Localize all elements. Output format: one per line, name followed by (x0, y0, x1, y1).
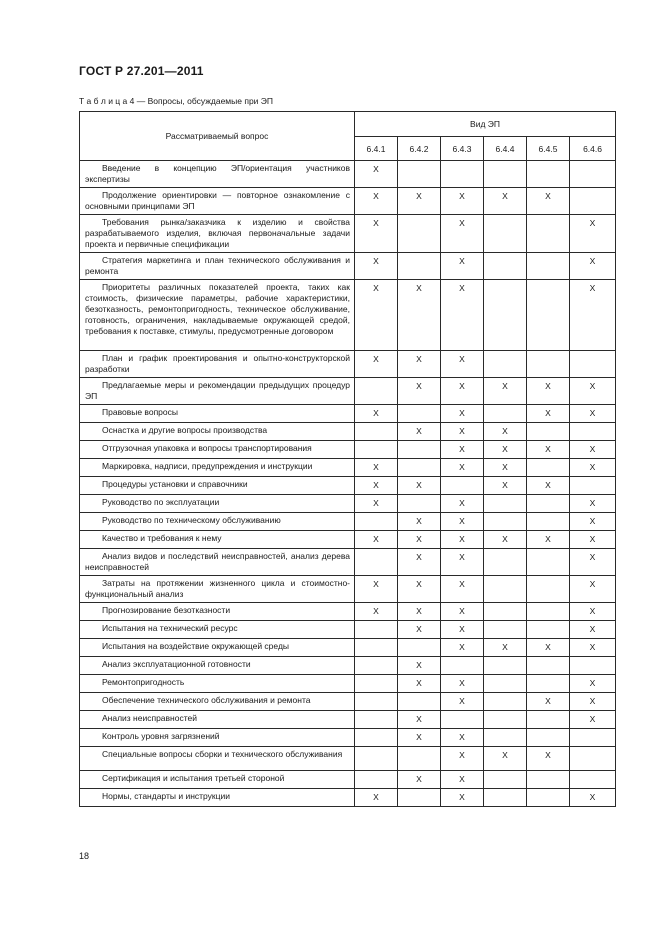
table-body (80, 161, 616, 807)
mark-cell (355, 729, 398, 747)
mark-cell (484, 495, 527, 513)
mark-cell: X (484, 459, 527, 477)
mark-cell: X (398, 729, 441, 747)
mark-cell (398, 161, 441, 188)
mark-cell: X (398, 188, 441, 215)
mark-cell: X (355, 603, 398, 621)
mark-cell: X (398, 477, 441, 495)
review-type-header: Вид ЭП (355, 112, 616, 137)
question-cell (80, 405, 355, 423)
mark-cell: X (570, 459, 616, 477)
mark-cell (570, 477, 616, 495)
question-cell (80, 549, 355, 576)
mark-cell: X (441, 693, 484, 711)
mark-cell: X (484, 747, 527, 771)
question-text: Правовые вопросы (102, 407, 178, 417)
mark-cell: X (441, 459, 484, 477)
mark-cell: X (441, 280, 484, 351)
mark-cell (398, 495, 441, 513)
table-row (80, 693, 616, 711)
question-text: Руководство по эксплуатации (102, 497, 220, 507)
mark-cell: X (484, 477, 527, 495)
mark-cell (570, 771, 616, 789)
table-row (80, 729, 616, 747)
mark-cell (484, 771, 527, 789)
mark-cell (527, 675, 570, 693)
question-cell (80, 531, 355, 549)
mark-cell: X (355, 253, 398, 280)
question-cell (80, 675, 355, 693)
mark-cell (570, 351, 616, 378)
mark-cell: X (484, 531, 527, 549)
mark-cell (527, 771, 570, 789)
question-text: Качество и требования к нему (102, 533, 222, 543)
mark-cell (570, 188, 616, 215)
table-row (80, 531, 616, 549)
table-row (80, 253, 616, 280)
question-text: Анализ видов и последствий неисправностей, анализ дерева неисправностей (85, 551, 350, 572)
table-row (80, 441, 616, 459)
question-cell (80, 621, 355, 639)
mark-cell: X (570, 675, 616, 693)
mark-cell: X (570, 576, 616, 603)
question-cell (80, 657, 355, 675)
table-row (80, 477, 616, 495)
mark-cell: X (355, 576, 398, 603)
mark-cell: X (570, 603, 616, 621)
question-text: Обеспечение технического обслуживания и ремонта (102, 695, 311, 705)
mark-cell (398, 441, 441, 459)
mark-cell (484, 603, 527, 621)
column-header-6-4-3: 6.4.3 (441, 137, 484, 161)
page-number: 18 (79, 851, 90, 861)
table-row (80, 675, 616, 693)
mark-cell (441, 161, 484, 188)
question-text: Предлагаемые меры и рекомендации предыдущих процедур ЭП (85, 380, 350, 401)
mark-cell: X (398, 351, 441, 378)
questions-table (79, 111, 616, 807)
mark-cell (527, 603, 570, 621)
table-row (80, 621, 616, 639)
mark-cell: X (441, 188, 484, 215)
mark-cell (527, 280, 570, 351)
mark-cell (484, 161, 527, 188)
mark-cell (484, 280, 527, 351)
table-row (80, 280, 616, 351)
mark-cell (355, 771, 398, 789)
mark-cell: X (527, 378, 570, 405)
mark-cell: X (527, 188, 570, 215)
table-row (80, 215, 616, 253)
mark-cell: X (398, 513, 441, 531)
table-row (80, 549, 616, 576)
mark-cell (355, 711, 398, 729)
mark-cell: X (398, 621, 441, 639)
mark-cell: X (441, 405, 484, 423)
question-cell (80, 477, 355, 495)
mark-cell (355, 513, 398, 531)
table-row (80, 161, 616, 188)
mark-cell: X (398, 531, 441, 549)
mark-cell: X (355, 495, 398, 513)
mark-cell: X (441, 621, 484, 639)
question-cell (80, 711, 355, 729)
mark-cell (484, 621, 527, 639)
mark-cell: X (355, 459, 398, 477)
mark-cell: X (398, 423, 441, 441)
mark-cell (398, 747, 441, 771)
question-text: План и график проектирования и опытно-конструкторской разработки (85, 353, 350, 374)
mark-cell (355, 441, 398, 459)
table-row (80, 639, 616, 657)
mark-cell (441, 711, 484, 729)
mark-cell: X (398, 378, 441, 405)
mark-cell (570, 423, 616, 441)
mark-cell: X (398, 771, 441, 789)
mark-cell: X (570, 513, 616, 531)
column-header-6-4-1: 6.4.1 (355, 137, 398, 161)
mark-cell: X (441, 513, 484, 531)
mark-cell (355, 693, 398, 711)
question-text: Процедуры установки и справочники (102, 479, 248, 489)
question-text: Маркировка, надписи, предупреждения и инструкции (102, 461, 313, 471)
table-row (80, 513, 616, 531)
question-cell (80, 161, 355, 188)
mark-cell: X (570, 549, 616, 576)
mark-cell: X (441, 423, 484, 441)
mark-cell (355, 549, 398, 576)
mark-cell (441, 477, 484, 495)
question-cell (80, 495, 355, 513)
mark-cell: X (441, 351, 484, 378)
mark-cell: X (441, 771, 484, 789)
mark-cell: X (441, 549, 484, 576)
question-column-header: Рассматриваемый вопрос (80, 112, 355, 161)
table-row (80, 495, 616, 513)
mark-cell: X (441, 729, 484, 747)
mark-cell: X (570, 280, 616, 351)
mark-cell: X (527, 693, 570, 711)
mark-cell: X (441, 441, 484, 459)
question-cell (80, 459, 355, 477)
mark-cell (484, 351, 527, 378)
mark-cell: X (570, 215, 616, 253)
question-text: Руководство по техническому обслуживанию (102, 515, 281, 525)
mark-cell: X (570, 789, 616, 807)
mark-cell: X (484, 639, 527, 657)
mark-cell (398, 789, 441, 807)
question-cell (80, 253, 355, 280)
mark-cell: X (355, 351, 398, 378)
question-text: Отгрузочная упаковка и вопросы транспортирования (102, 443, 312, 453)
question-cell (80, 423, 355, 441)
mark-cell (355, 747, 398, 771)
mark-cell: X (441, 576, 484, 603)
table-row (80, 405, 616, 423)
table-row (80, 188, 616, 215)
question-cell (80, 378, 355, 405)
mark-cell (398, 639, 441, 657)
table-row (80, 789, 616, 807)
mark-cell (484, 657, 527, 675)
mark-cell (355, 657, 398, 675)
mark-cell (484, 513, 527, 531)
table-row (80, 351, 616, 378)
mark-cell (484, 405, 527, 423)
question-text: Затраты на протяжении жизненного цикла и стоимостно-функциональный анализ (85, 578, 350, 599)
mark-cell: X (355, 405, 398, 423)
column-header-6-4-2: 6.4.2 (398, 137, 441, 161)
mark-cell: X (570, 531, 616, 549)
mark-cell: X (527, 531, 570, 549)
question-text: Ремонтопригодность (102, 677, 185, 687)
question-text: Анализ неисправностей (102, 713, 197, 723)
mark-cell (484, 675, 527, 693)
question-text: Продолжение ориентировки — повторное ознакомление с основными принципами ЭП (85, 190, 350, 211)
mark-cell (527, 549, 570, 576)
mark-cell: X (398, 576, 441, 603)
question-cell (80, 729, 355, 747)
mark-cell (484, 693, 527, 711)
mark-cell (570, 747, 616, 771)
mark-cell: X (570, 621, 616, 639)
question-cell (80, 693, 355, 711)
mark-cell (527, 253, 570, 280)
mark-cell (527, 423, 570, 441)
question-cell (80, 747, 355, 771)
column-header-6-4-4: 6.4.4 (484, 137, 527, 161)
mark-cell (527, 161, 570, 188)
question-cell (80, 771, 355, 789)
table-row (80, 378, 616, 405)
mark-cell: X (355, 789, 398, 807)
table-row (80, 576, 616, 603)
question-text: Нормы, стандарты и инструкции (102, 791, 230, 801)
question-text: Анализ эксплуатационной готовности (102, 659, 251, 669)
mark-cell (570, 161, 616, 188)
mark-cell: X (484, 423, 527, 441)
mark-cell: X (355, 188, 398, 215)
mark-cell (527, 729, 570, 747)
mark-cell: X (441, 603, 484, 621)
question-cell (80, 513, 355, 531)
question-text: Специальные вопросы сборки и технического обслуживания (102, 749, 343, 759)
mark-cell (570, 729, 616, 747)
table-row (80, 423, 616, 441)
mark-cell (355, 675, 398, 693)
mark-cell: X (398, 675, 441, 693)
mark-cell: X (527, 639, 570, 657)
mark-cell: X (441, 747, 484, 771)
mark-cell (527, 215, 570, 253)
mark-cell: X (527, 441, 570, 459)
mark-cell (527, 789, 570, 807)
mark-cell (484, 789, 527, 807)
mark-cell: X (398, 657, 441, 675)
mark-cell (398, 253, 441, 280)
mark-cell: X (355, 531, 398, 549)
mark-cell: X (570, 495, 616, 513)
mark-cell: X (355, 477, 398, 495)
mark-cell (527, 621, 570, 639)
mark-cell: X (355, 215, 398, 253)
mark-cell (527, 513, 570, 531)
question-cell (80, 215, 355, 253)
question-text: Сертификация и испытания третьей стороной (102, 773, 285, 783)
table-row (80, 711, 616, 729)
mark-cell (355, 621, 398, 639)
question-cell (80, 639, 355, 657)
question-cell (80, 188, 355, 215)
question-cell (80, 441, 355, 459)
mark-cell: X (570, 441, 616, 459)
table-row (80, 603, 616, 621)
mark-cell (484, 711, 527, 729)
mark-cell (527, 459, 570, 477)
mark-cell: X (441, 639, 484, 657)
mark-cell (398, 459, 441, 477)
mark-cell: X (570, 378, 616, 405)
question-cell (80, 789, 355, 807)
mark-cell: X (441, 675, 484, 693)
mark-cell (398, 405, 441, 423)
question-cell (80, 603, 355, 621)
mark-cell (527, 711, 570, 729)
column-header-6-4-5: 6.4.5 (527, 137, 570, 161)
mark-cell (398, 215, 441, 253)
mark-cell: X (398, 603, 441, 621)
question-cell (80, 280, 355, 351)
mark-cell (355, 639, 398, 657)
question-text: Контроль уровня загрязнений (102, 731, 220, 741)
column-header-6-4-6: 6.4.6 (570, 137, 616, 161)
mark-cell: X (441, 253, 484, 280)
question-text: Стратегия маркетинга и план технического обслуживания и ремонта (85, 255, 350, 276)
mark-cell (484, 549, 527, 576)
mark-cell: X (441, 215, 484, 253)
mark-cell: X (570, 405, 616, 423)
table-caption: Т а б л и ц а 4 — Вопросы, обсуждаемые при ЭП (79, 96, 274, 106)
mark-cell (527, 495, 570, 513)
mark-cell (527, 576, 570, 603)
mark-cell (570, 657, 616, 675)
mark-cell: X (484, 441, 527, 459)
mark-cell: X (398, 549, 441, 576)
mark-cell: X (441, 378, 484, 405)
table-row (80, 771, 616, 789)
mark-cell: X (570, 711, 616, 729)
mark-cell: X (355, 161, 398, 188)
mark-cell (484, 215, 527, 253)
question-cell (80, 351, 355, 378)
mark-cell (527, 351, 570, 378)
mark-cell (355, 423, 398, 441)
mark-cell: X (570, 693, 616, 711)
mark-cell: X (570, 639, 616, 657)
table-row (80, 657, 616, 675)
mark-cell: X (441, 531, 484, 549)
question-cell (80, 576, 355, 603)
mark-cell: X (527, 747, 570, 771)
mark-cell (484, 253, 527, 280)
question-text: Испытания на технический ресурс (102, 623, 238, 633)
question-text: Приоритеты различных показателей проекта, таких как стоимость, физические параметры, рабочие характеристики, безотказность, ремонтопригодность, техническое обслуживание, готовность, ограничения, накладываемые окружающей средой, требования к поставке, стимулы, предусмотренные договором (85, 282, 350, 336)
mark-cell (398, 693, 441, 711)
mark-cell: X (398, 711, 441, 729)
table-row (80, 747, 616, 771)
mark-cell: X (527, 477, 570, 495)
question-text: Прогнозирование безотказности (102, 605, 231, 615)
mark-cell: X (355, 280, 398, 351)
table-row (80, 459, 616, 477)
mark-cell: X (527, 405, 570, 423)
question-text: Требования рынка/заказчика к изделию и свойства разрабатываемого изделия, включая первоначальные задачи проекта и первичные спецификации (85, 217, 350, 249)
mark-cell (484, 576, 527, 603)
mark-cell: X (484, 188, 527, 215)
mark-cell: X (484, 378, 527, 405)
mark-cell (441, 657, 484, 675)
mark-cell (527, 657, 570, 675)
mark-cell (484, 729, 527, 747)
question-text: Введение в концепцию ЭП/ориентация участников экспертизы (85, 163, 350, 184)
mark-cell (355, 378, 398, 405)
mark-cell: X (441, 495, 484, 513)
question-text: Оснастка и другие вопросы производства (102, 425, 268, 435)
question-text: Испытания на воздействие окружающей среды (102, 641, 290, 651)
mark-cell: X (398, 280, 441, 351)
mark-cell: X (441, 789, 484, 807)
document-title: ГОСТ Р 27.201—2011 (79, 64, 204, 78)
mark-cell: X (570, 253, 616, 280)
